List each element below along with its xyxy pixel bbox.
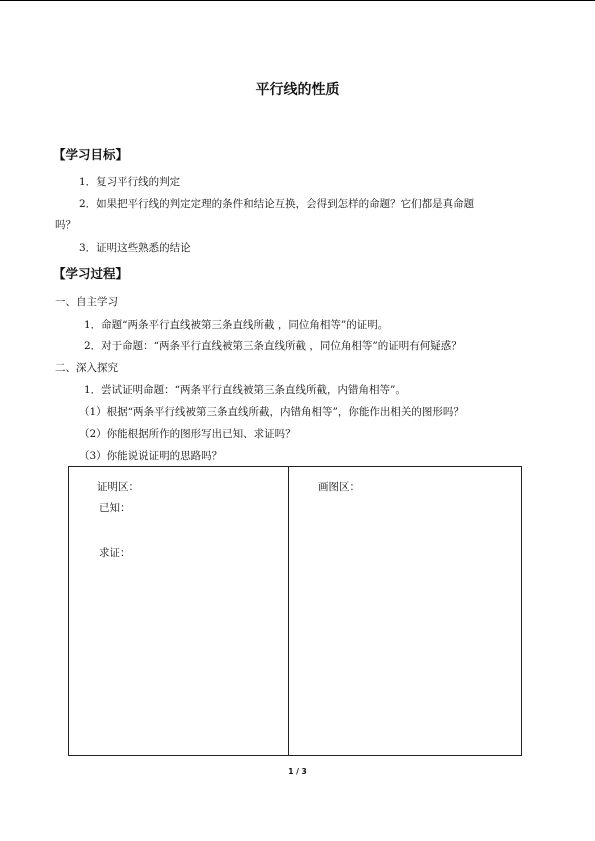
- part-label: 一、自主学习: [55, 296, 118, 308]
- known-label: 已知：: [99, 502, 131, 514]
- drawing-area-label: 画图区：: [318, 481, 360, 493]
- list-item: 1．命题“两条平行直线被第三条直线所截 ，同位角相等”的证明。: [84, 319, 389, 331]
- page-number: 1 / 3: [288, 767, 307, 776]
- sub-question: （2）你能根据所作的图形写出已知、求证吗？: [79, 428, 296, 440]
- sub-question: （1）根据“两条平行线被第三条直线所截，内错角相等”，你能作出相关的图形吗？: [79, 406, 464, 418]
- proof-area-label: 证明区：: [97, 481, 139, 493]
- sub-question: （3）你能说说证明的思路吗？: [79, 450, 223, 462]
- goal-item: 1．复习平行线的判定: [79, 176, 181, 188]
- goal-item-continuation: 吗？: [55, 219, 76, 231]
- prove-label: 求证：: [99, 547, 131, 559]
- goal-item: 3．证明这些熟悉的结论: [79, 242, 191, 254]
- list-item: 2．对于命题：“两条平行直线被第三条直线所截 ，同位角相等”的证明有何疑惑？: [84, 340, 462, 352]
- part-label: 二、深入探究: [55, 362, 118, 374]
- page-title: 平行线的性质: [255, 82, 340, 98]
- answer-table: [68, 466, 522, 756]
- list-item: 1．尝试证明命题：“两条平行直线被第三条直线所截，内错角相等”。: [84, 384, 406, 396]
- section-heading-process: 【学习过程】: [53, 266, 129, 281]
- table-divider: [288, 467, 289, 755]
- section-heading-goals: 【学习目标】: [53, 147, 129, 162]
- page-top-border: [0, 0, 595, 1]
- goal-item: 2．如果把平行线的判定定理的条件和结论互换，会得到怎样的命题？它们都是真命题: [79, 198, 475, 210]
